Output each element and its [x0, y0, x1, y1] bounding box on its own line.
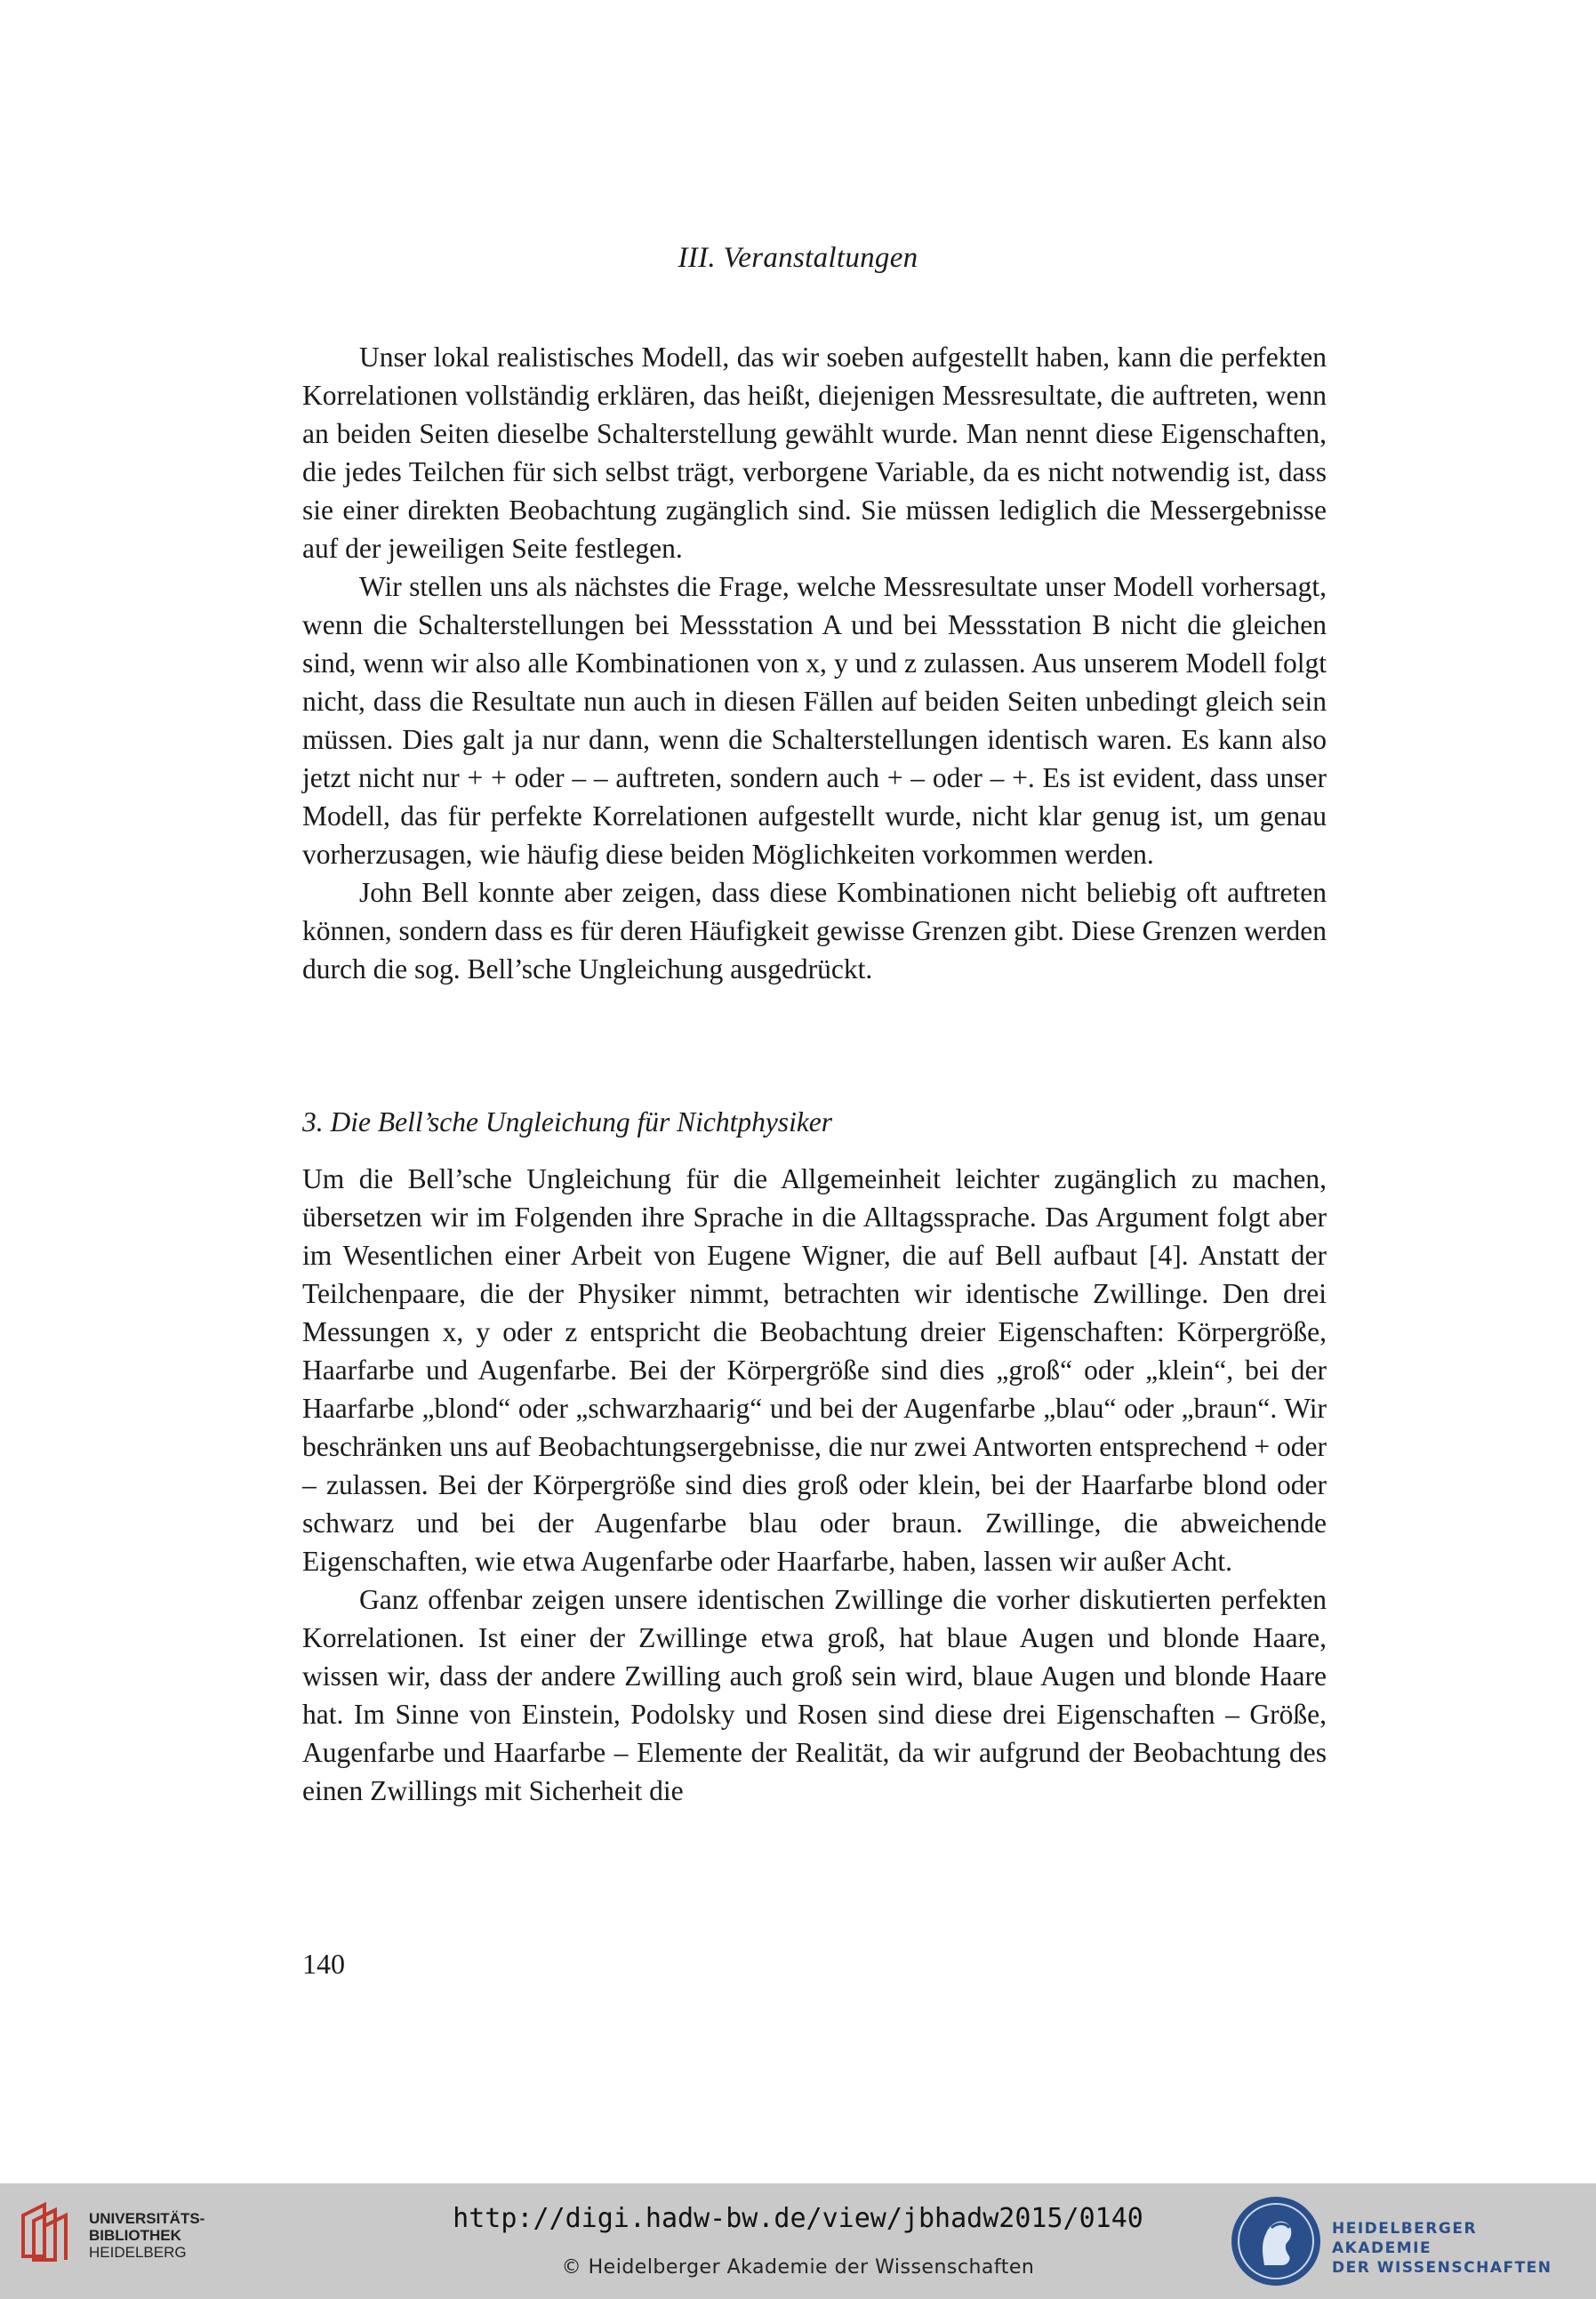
running-head: III. Veranstaltungen: [678, 242, 918, 274]
academy-name-line-2: DER WISSENSCHAFTEN: [1332, 2259, 1552, 2277]
library-name-line-1: UNIVERSITÄTS-: [89, 2210, 205, 2227]
body-text-block-1: [302, 338, 1327, 988]
library-name-line-3: HEIDELBERG: [89, 2244, 187, 2261]
page-number: 140: [302, 1948, 345, 1980]
paragraph: Wir stellen uns als nächstes die Frage, welche Messresultate unser Modell vorhersagt, wenn die Schalterstellungen bei Messstation A und bei Messstation B nicht die gleichen sind, wenn wir also alle Kombinationen von x, y und z zulassen. Aus unserem Modell folgt nicht, dass die Resultate nun auch in diesen Fällen auf beiden Seiten unbedingt gleich sein müssen. Dies galt ja nur dann, wenn die Schalterstellungen identisch waren. Es kann also jetzt nicht nur + + oder – – auftreten, sondern auch + – oder – +. Es ist evident, dass unser Modell, das für perfekte Korrelationen aufgestellt wurde, nicht klar genug ist, um genau vorherzusagen, wie häufig diese beiden Möglichkeiten vorkommen werden.: [302, 571, 1327, 870]
permalink-url[interactable]: http://digi.hadw-bw.de/view/jbhadw2015/0140: [453, 2203, 1143, 2234]
paragraph: Unser lokal realistisches Modell, das wir soeben aufgestellt haben, kann die perfekten Korrelationen vollständig erklären, das heißt, diejenigen Messresultate, die auftreten, wenn an beiden Seiten dieselbe Schalterstellung gewählt wurde. Man nennt diese Eigenschaften, die jedes Teilchen für sich selbst trägt, verborgene Variable, da es nicht notwendig ist, dass sie einer direkten Beobachtung zugänglich sind. Sie müssen lediglich die Messergebnisse auf der jeweiligen Seite festlegen.: [302, 342, 1327, 564]
library-name-line-2: BIBLIOTHEK: [89, 2227, 181, 2244]
academy-seal-icon: [1227, 2192, 1325, 2290]
footer-bar: [0, 2183, 1596, 2299]
body-text-block-2: [302, 1160, 1327, 1810]
academy-logo[interactable]: [1227, 2192, 1583, 2290]
section-heading: 3. Die Bell’sche Ungleichung für Nichtphysiker: [302, 1106, 833, 1137]
paragraph: Um die Bell’sche Ungleichung für die Allgemeinheit leichter zugänglich zu machen, übersetzen wir im Folgenden ihre Sprache in die Alltagssprache. Das Argument folgt aber im Wesentlichen einer Arbeit von Eugene Wigner, die auf Bell aufbaut [4]. Anstatt der Teilchenpaare, die der Physiker nimmt, betrachten wir identische Zwillinge. Den drei Messungen x, y oder z entspricht die Beobachtung dreier Eigenschaften: Körpergröße, Haarfarbe und Augenfarbe. Bei der Körpergröße sind dies „groß“ oder „klein“, bei der Haarfarbe „blond“ oder „schwarzhaarig“ und bei der Augenfarbe „blau“ oder „braun“. Wir beschränken uns auf Beobachtungsergebnisse, die nur zwei Antworten entsprechend + oder – zulassen. Bei der Körpergröße sind dies groß oder klein, bei der Haarfarbe blond oder schwarz und bei der Augenfarbe blau oder braun. Zwillinge, die abweichende Eigenschaften, wie etwa Augenfarbe oder Haarfarbe, haben, lassen wir außer Acht.: [302, 1163, 1327, 1577]
academy-name: [1332, 2219, 1583, 2278]
paragraph: Ganz offenbar zeigen unsere identischen Zwillinge die vorher diskutierten perfekten Korrelationen. Ist einer der Zwillinge etwa groß, hat blaue Augen und blonde Haare, wissen wir, dass der andere Zwilling auch groß sein wird, blaue Augen und blonde Haare hat. Im Sinne von Einstein, Podolsky und Rosen sind diese drei Eigenschaften – Größe, Augenfarbe und Haarfarbe – Elemente der Realität, da wir aufgrund der Beobachtung des einen Zwillings mit Sicherheit die: [302, 1584, 1327, 1806]
academy-name-line-1: HEIDELBERGER AKADEMIE: [1332, 2220, 1478, 2257]
copyright-notice: © Heidelberger Akademie der Wissenschaften: [561, 2256, 1035, 2279]
paragraph: John Bell konnte aber zeigen, dass diese Kombinationen nicht beliebig oft auftreten können, sondern dass es für deren Häufigkeit gewisse Grenzen gibt. Diese Grenzen werden durch die sog. Bell’sche Ungleichung ausgedrückt.: [302, 877, 1327, 985]
